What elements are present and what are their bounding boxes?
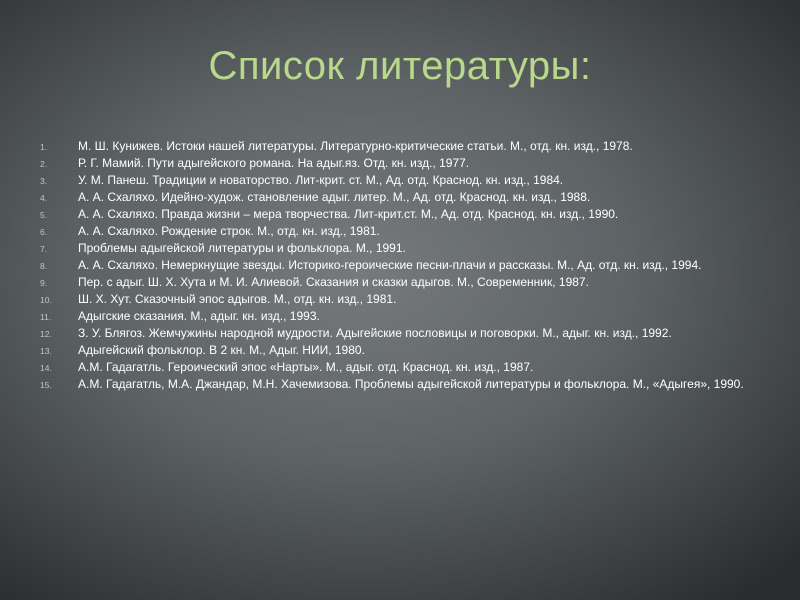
list-number: 3.	[40, 176, 48, 186]
list-item	[40, 258, 760, 272]
reference-text: Проблемы адыгейской литературы и фольклора. М., 1991.	[78, 241, 406, 255]
list-number: 10.	[40, 295, 52, 305]
list-number: 6.	[40, 227, 48, 237]
list-item	[40, 173, 760, 187]
reference-text: А. А. Схаляхо. Правда жизни – мера творчества. Лит-крит.ст. М., Ад. отд. Краснод. кн. изд., 1990.	[78, 207, 619, 221]
reference-text: А. А. Схаляхо. Рождение строк. М., отд. кн. изд., 1981.	[78, 224, 380, 238]
list-item	[40, 207, 760, 221]
list-number: 12.	[40, 329, 52, 339]
list-item	[40, 156, 760, 170]
list-item	[40, 360, 760, 374]
reference-text: У. М. Панеш. Традиции и новаторство. Лит-крит. ст. М., Ад. отд. Краснод. кн. изд., 1984.	[78, 173, 564, 187]
list-item	[40, 190, 760, 204]
reference-list	[40, 139, 760, 394]
list-item	[40, 292, 760, 306]
reference-text: Адыгейский фольклор. В 2 кн. М., Адыг. НИИ, 1980.	[78, 343, 365, 357]
list-number: 8.	[40, 261, 48, 271]
reference-text: А.М. Гадагатль. Героический эпос «Нарты». М., адыг. отд. Краснод. кн. изд., 1987.	[78, 360, 534, 374]
list-number: 13.	[40, 346, 52, 356]
reference-text: З. У. Блягоз. Жемчужины народной мудрости. Адыгейские пословицы и поговорки. М., адыг. кн. изд., 1992.	[78, 326, 672, 340]
list-item	[40, 224, 760, 238]
list-item	[40, 377, 760, 391]
list-number: 15.	[40, 380, 52, 390]
slide-title: Список литературы:	[208, 44, 592, 88]
reference-text: Адыгские сказания. М., адыг. кн. изд., 1993.	[78, 309, 320, 323]
reference-text: Пер. с адыг. Ш. Х. Хута и М. И. Алиевой. Сказания и сказки адыгов. М., Современник, 1987.	[78, 275, 589, 289]
reference-text: А.М. Гадагатль, М.А. Джандар, М.Н. Хачемизова. Проблемы адыгейской литературы и фольклора. М., «Адыгея», 1990.	[78, 377, 744, 391]
list-number: 9.	[40, 278, 48, 288]
list-number: 14.	[40, 363, 52, 373]
reference-text: Р. Г. Мамий. Пути адыгейского романа. На адыг.яз. Отд. кн. изд., 1977.	[78, 156, 470, 170]
list-number: 5.	[40, 210, 48, 220]
list-item	[40, 326, 760, 340]
list-number: 7.	[40, 244, 48, 254]
reference-text: М. Ш. Кунижев. Истоки нашей литературы. Литературно-критические статьи. М., отд. кн. изд., 1978.	[78, 139, 633, 153]
list-item	[40, 309, 760, 323]
list-number: 4.	[40, 193, 48, 203]
list-item	[40, 275, 760, 289]
reference-text: Ш. Х. Хут. Сказочный эпос адыгов. М., отд. кн. изд., 1981.	[78, 292, 397, 306]
list-number: 1.	[40, 142, 48, 152]
list-number: 11.	[40, 312, 52, 322]
list-item	[40, 241, 760, 255]
list-item	[40, 343, 760, 357]
list-number: 2.	[40, 159, 48, 169]
reference-text: А. А. Схаляхо. Идейно-худож. становление адыг. литер. М., Ад. отд. Краснод. кн. изд., 1988.	[78, 190, 591, 204]
reference-text: А. А. Схаляхо. Немеркнущие звезды. Историко-героические песни-плачи и рассказы. М., Ад. отд. кн. изд., 1994.	[78, 258, 702, 272]
list-item	[40, 139, 760, 153]
